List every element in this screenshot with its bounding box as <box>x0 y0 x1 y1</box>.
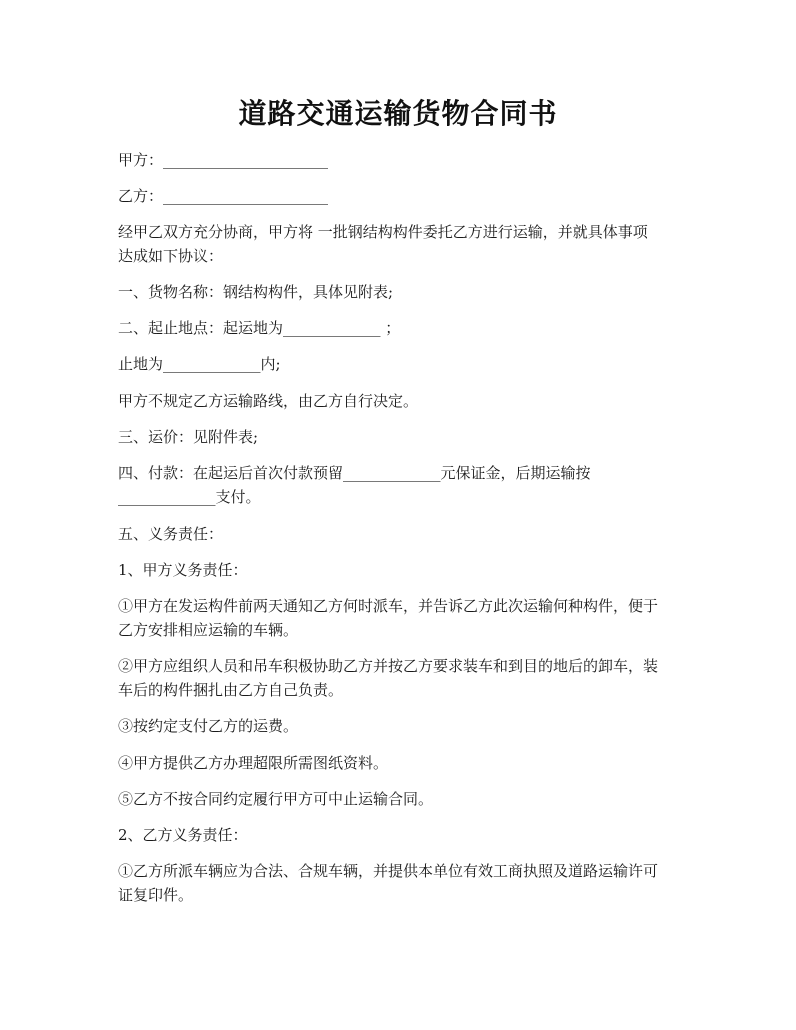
clause-5: 五、义务责任： <box>118 525 224 543</box>
duty-a-heading: 1、甲方义务责任： <box>118 561 248 579</box>
intro-paragraph <box>118 220 683 268</box>
duty-a-item-2-line-1: ②甲方应组织人员和吊车积极协助乙方并按乙方要求装车和到目的地后的卸车，装 <box>118 657 659 675</box>
clause-4-line-2: _____________支付。 <box>118 488 261 506</box>
duty-a-item-2 <box>118 654 683 702</box>
duty-a-item-3: ③按约定支付乙方的运费。 <box>118 717 299 735</box>
clause-2-destination: 止地为_____________内; <box>118 355 281 373</box>
clause-2: 二、起止地点：起运地为_____________ ； <box>118 319 401 337</box>
party-b-line: 乙方：______________________ <box>118 187 329 205</box>
clause-3: 三、运价：见附件表; <box>118 428 259 446</box>
duty-a-item-5: ⑤乙方不按合同约定履行甲方可中止运输合同。 <box>118 790 434 808</box>
intro-line-2: 达成如下协议： <box>118 247 224 265</box>
route-note: 甲方不规定乙方运输路线，由乙方自行决定。 <box>118 392 419 410</box>
clause-4 <box>118 461 683 509</box>
intro-line-1: 经甲乙双方充分协商，甲方将 一批钢结构构件委托乙方进行运输，并就具体事项 <box>118 223 648 241</box>
duty-b-item-1-line-1: ①乙方所派车辆应为合法、合规车辆，并提供本单位有效工商执照及道路运输许可 <box>118 862 659 880</box>
clause-4-line-1: 四、付款：在起运后首次付款预留_____________元保证金，后期运输按 <box>118 464 591 482</box>
duty-a-item-1-line-1: ①甲方在发运构件前两天通知乙方何时派车，并告诉乙方此次运输何种构件，便于 <box>118 597 659 615</box>
clause-1: 一、货物名称：钢结构构件，具体见附表; <box>118 283 394 301</box>
duty-b-heading: 2、乙方义务责任： <box>118 826 248 844</box>
document-title: 道路交通运输货物合同书 <box>238 97 558 130</box>
duty-a-item-1-line-2: 乙方安排相应运输的车辆。 <box>118 621 299 639</box>
party-a-line: 甲方：______________________ <box>118 151 329 169</box>
duty-b-item-1 <box>118 859 683 907</box>
duty-a-item-4: ④甲方提供乙方办理超限所需图纸资料。 <box>118 754 389 772</box>
duty-a-item-2-line-2: 车后的构件捆扎由乙方自己负责。 <box>118 681 344 699</box>
duty-a-item-1 <box>118 594 683 642</box>
duty-b-item-1-line-2: 证复印件。 <box>118 886 194 904</box>
